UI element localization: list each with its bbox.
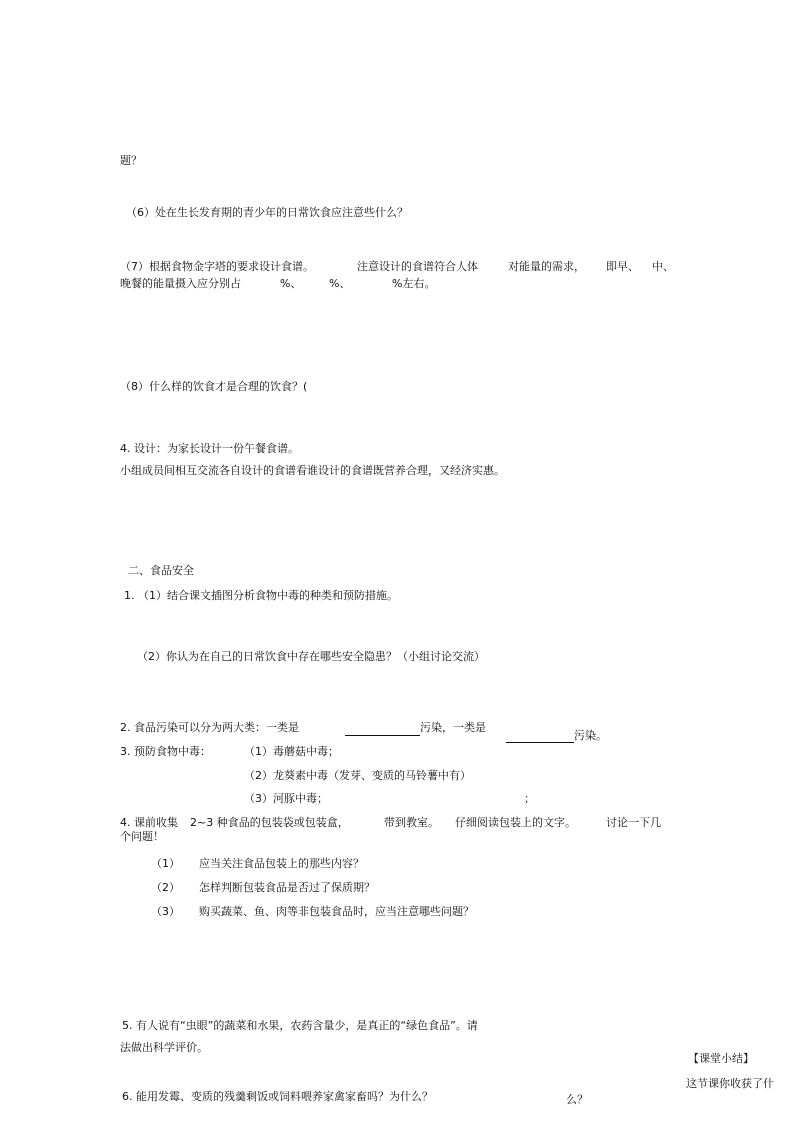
- text-fragment: 对能量的需求，: [508, 260, 585, 273]
- question-7: （7）根据食物金字塔的要求设计食谱。: [120, 260, 314, 273]
- text-fragment: 中、: [652, 260, 674, 273]
- text-line: 个问题！: [120, 830, 164, 843]
- sub-question: 应当关注食品包装上的那些内容？: [199, 857, 364, 870]
- item-2: 2. 食品污染可以分为两大类：一类是: [120, 721, 299, 734]
- text-line: 晚餐的能量摄入应分别占: [120, 277, 241, 290]
- text-line: 小组成员间相互交流各自设计的食谱看谁设计的食谱既营养合理，又经济实惠。: [120, 464, 505, 477]
- text-fragment: （1）毒蘑菇中毒；: [244, 745, 339, 758]
- answer-blank[interactable]: [345, 722, 420, 736]
- item-1-2: （2）你认为在自己的日常饮食中存在哪些安全隐患？（小组讨论交流）: [137, 650, 485, 663]
- text-fragment: ；: [524, 792, 535, 805]
- item-3: 3. 预防食物中毒：: [120, 745, 211, 758]
- text-fragment: %左右。: [392, 277, 436, 290]
- text-fragment: %、: [280, 277, 302, 290]
- answer-blank[interactable]: [506, 729, 574, 743]
- sub-question-number: （2）: [151, 881, 180, 894]
- summary-heading: 【课堂小结】: [688, 1052, 754, 1065]
- text-fragment: %、: [329, 277, 351, 290]
- item-5: 5. 有人说有“虫眼”的蔬菜和水果，农药含量少，是真正的“绿色食品”。请: [122, 1019, 478, 1032]
- text-fragment: 注意设计的食谱符合人体: [357, 260, 478, 273]
- text-line: （3）河豚中毒；: [244, 792, 328, 805]
- text-fragment: 带到教室。: [384, 816, 439, 829]
- text-fragment: 即早、: [606, 260, 639, 273]
- sub-question: 怎样判断包装食品是否过了保质期？: [199, 881, 375, 894]
- item-4: 4. 课前收集: [120, 816, 178, 829]
- text-fragment: 仔细阅读包装上的文字。: [455, 816, 576, 829]
- summary-text: 么？: [566, 1093, 588, 1106]
- sub-question: 购买蔬菜、鱼、肉等非包装食品时，应当注意哪些问题？: [199, 905, 474, 918]
- task-4: 4. 设计：为家长设计一份午餐食谱。: [120, 442, 299, 455]
- text-fragment: 污染，一类是: [420, 721, 486, 734]
- sub-question-number: （3）: [151, 905, 180, 918]
- item-6: 6. 能用发霉、变质的残羹剩饭或饲料喂养家禽家畜吗？为什么？: [122, 1090, 433, 1103]
- section-heading: 二、食品安全: [128, 564, 194, 577]
- text-line: 法做出科学评价。: [120, 1041, 208, 1054]
- text-fragment: 污染。: [574, 729, 607, 742]
- text-fragment: 讨论一下几: [606, 816, 661, 829]
- text-fragment: 2~3 种食品的包装袋或包装盒，: [190, 816, 349, 829]
- text-line: 题？: [120, 154, 142, 167]
- item-1-1: 1. （1）结合课文插图分析食物中毒的种类和预防措施。: [124, 589, 398, 602]
- question-6: （6）处在生长发育期的青少年的日常饮食应注意些什么？: [126, 206, 408, 219]
- text-line: （2）龙葵素中毒（发芽、变质的马铃薯中有）: [244, 769, 471, 782]
- question-8: （8）什么样的饮食才是合理的饮食？(: [120, 380, 308, 393]
- summary-text: 这节课你收获了什: [686, 1077, 774, 1090]
- sub-question-number: （1）: [151, 857, 180, 870]
